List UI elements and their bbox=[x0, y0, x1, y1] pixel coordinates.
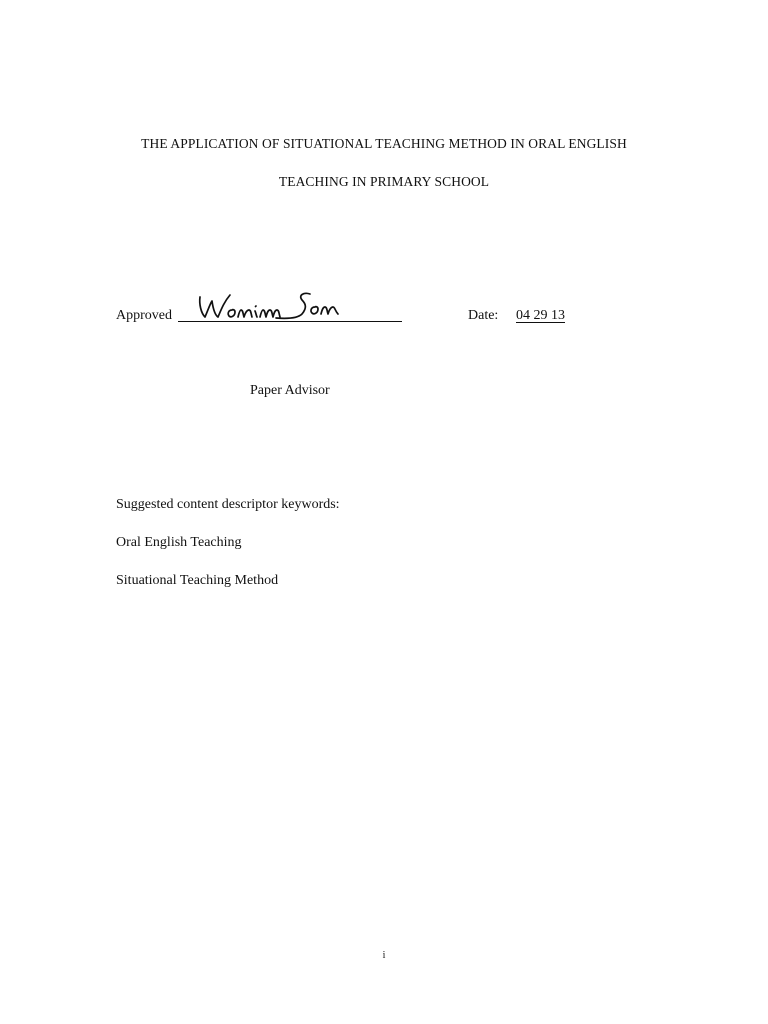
title-line-1: THE APPLICATION OF SITUATIONAL TEACHING METHOD IN ORAL ENGLISH bbox=[141, 136, 627, 151]
keywords-heading: Suggested content descriptor keywords: bbox=[116, 497, 340, 512]
paper-advisor-label: Paper Advisor bbox=[250, 383, 330, 398]
page-number: i bbox=[382, 950, 386, 961]
keyword-item: Situational Teaching Method bbox=[116, 573, 279, 588]
date-label: Date: bbox=[468, 308, 499, 323]
handwritten-signature bbox=[194, 288, 374, 324]
signature-drawing bbox=[194, 288, 374, 324]
approval-row bbox=[116, 300, 596, 330]
approved-label: Approved bbox=[116, 308, 172, 323]
keyword-item: Oral English Teaching bbox=[116, 535, 242, 550]
date-value: 04 29 13 bbox=[516, 308, 565, 323]
title-line-2: TEACHING IN PRIMARY SCHOOL bbox=[278, 174, 490, 189]
